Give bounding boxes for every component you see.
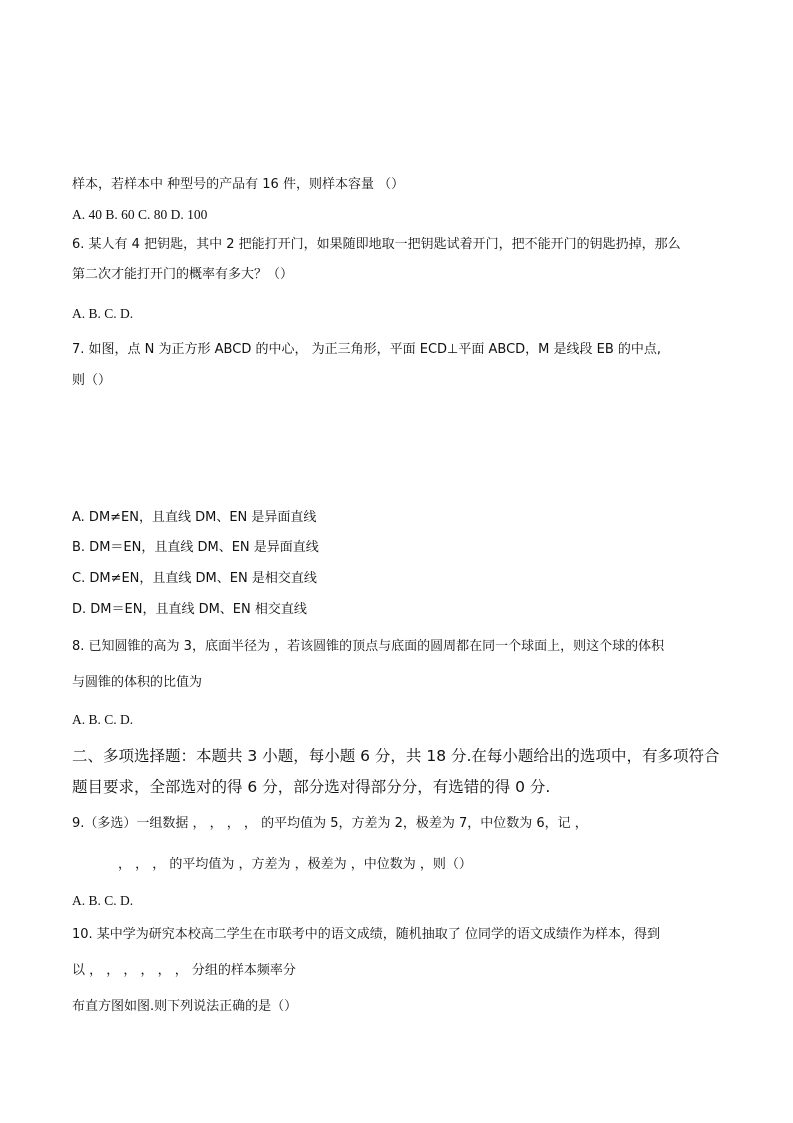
- q7-option-c: C. DM≠EN，且直线 DM、EN 是相交直线: [72, 571, 317, 586]
- q7-option-d: D. DM＝EN，且直线 DM、EN 相交直线: [72, 602, 307, 617]
- section-heading-line2: 题目要求，全部选对的得 6 分，部分选对得部分分，有选错的得 0 分.: [72, 778, 551, 796]
- section-heading-line1: 二、多项选择题：本题共 3 小题，每小题 6 分，共 18 分.在每小题给出的选项中，有多项符合: [72, 747, 720, 765]
- q6-stem-line1: 6. 某人有 4 把钥匙，其中 2 把能打开门，如果随即地取一把钥匙试着开门，把不能开门的钥匙扔掉，那么: [72, 237, 681, 252]
- q7-option-b: B. DM＝EN，且直线 DM、EN 是异面直线: [72, 540, 319, 555]
- q9-options: A. B. C. D.: [72, 893, 134, 908]
- q9-stem-line1: 9.（多选）一组数据 ， ， ， ， 的平均值为 5，方差为 2，极差为 7，中位数为 6，记 ，: [72, 816, 588, 831]
- q6-stem-line2: 第二次才能打开门的概率有多大？（）: [72, 267, 294, 282]
- q7-option-a: A. DM≠EN，且直线 DM、EN 是异面直线: [72, 510, 317, 525]
- q9-stem-line2: ， ， ， 的平均值为 ，方差为 ，极差为 ，中位数为 ，则（）: [118, 857, 472, 872]
- q10-stem-line2: 以 ， ， ， ， ， ， 分组的样本频率分: [72, 963, 296, 978]
- q10-stem-line3: 布直方图如图.则下列说法正确的是（）: [72, 999, 298, 1014]
- q8-stem-line2: 与圆锥的体积的比值为: [72, 675, 203, 690]
- q7-stem-line2: 则（）: [72, 373, 112, 388]
- q7-stem-line1: 7. 如图，点 N 为正方形 ABCD 的中心， 为正三角形，平面 ECD⊥平面 ABCD，M 是线段 EB 的中点,: [72, 342, 662, 357]
- q8-options: A. B. C. D.: [72, 712, 134, 727]
- q10-stem-line1: 10. 某中学为研究本校高二学生在市联考中的语文成绩，随机抽取了 位同学的语文成绩作为样本，得到: [72, 927, 660, 942]
- q6-options: A. B. C. D.: [72, 306, 134, 321]
- q8-stem-line1: 8. 已知圆锥的高为 3，底面半径为 ，若该圆锥的顶点与底面的圆周都在同一个球面上，则这个球的体积: [72, 639, 665, 654]
- text-line-sample-capacity: 样本，若样本中 种型号的产品有 16 件，则样本容量 （）: [72, 177, 405, 192]
- q5-options: A. 40 B. 60 C. 80 D. 100: [72, 207, 208, 222]
